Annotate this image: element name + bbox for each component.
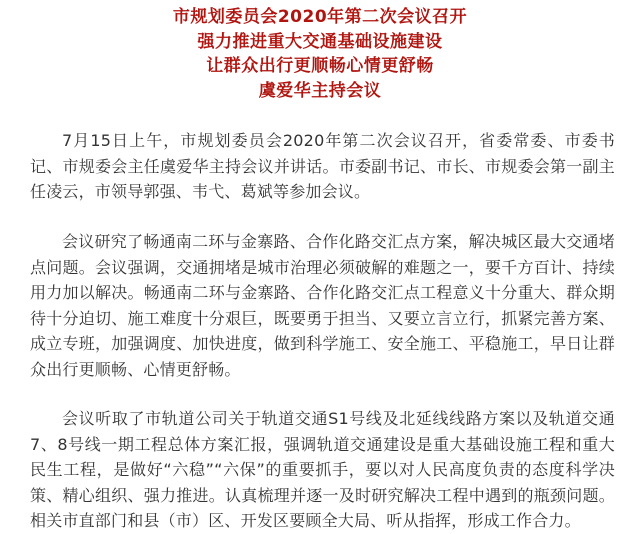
headline-line-4: 虞爱华主持会议 bbox=[258, 80, 382, 101]
article-headline bbox=[0, 5, 640, 103]
headline-line-1: 市规划委员会2020年第二次会议召开 bbox=[172, 7, 468, 27]
headline-line-3: 让群众出行更顺畅心情更舒畅 bbox=[206, 56, 434, 76]
paragraph-traffic-plan: 会议研究了畅通南二环与金寨路、合作化路交汇点方案，解决城区最大交通堵点问题。会议强调，交通拥堵是城市治理必须破解的难题之一，要千方百计、持续用力加以解决。畅通南二环与金寨路、合作化路交汇点工程意义十分重大、群众期待十分迫切、施工难度十分艰巨，既要勇于担当、又要立言立行，抓紧完善方案、成立专班，加强调度、加快进度，做到科学施工、安全施工、平稳施工，早日让群众出行更顺畅、心情更舒畅。 bbox=[30, 232, 615, 379]
headline-line-2: 强力推进重大交通基础设施建设 bbox=[197, 31, 443, 52]
paragraph-rail-transit: 会议听取了市轨道公司关于轨道交通S1号线及北延线线路方案以及轨道交通7、8号线一期工程总体方案汇报，强调轨道交通建设是重大基础设施工程和重大民生工程，是做好“六稳”“六保”的重要抓手，要以对人民高度负责的态度科学决策、精心组织、强力推进。认真梳理并逐一及时研究解决工程中遇到的瓶颈问题。相关市直部门和县（市）区、开发区要顾全大局、听从指挥，形成工作合力。 bbox=[30, 409, 615, 530]
paragraph-meeting-overview: 7月15日上午，市规划委员会2020年第二次会议召开，省委常委、市委书记、市规委会主任虞爱华主持会议并讲话。市委副书记、市长、市规委会第一副主任凌云，市领导郭强、韦弋、葛斌等参加会议。 bbox=[30, 131, 615, 201]
